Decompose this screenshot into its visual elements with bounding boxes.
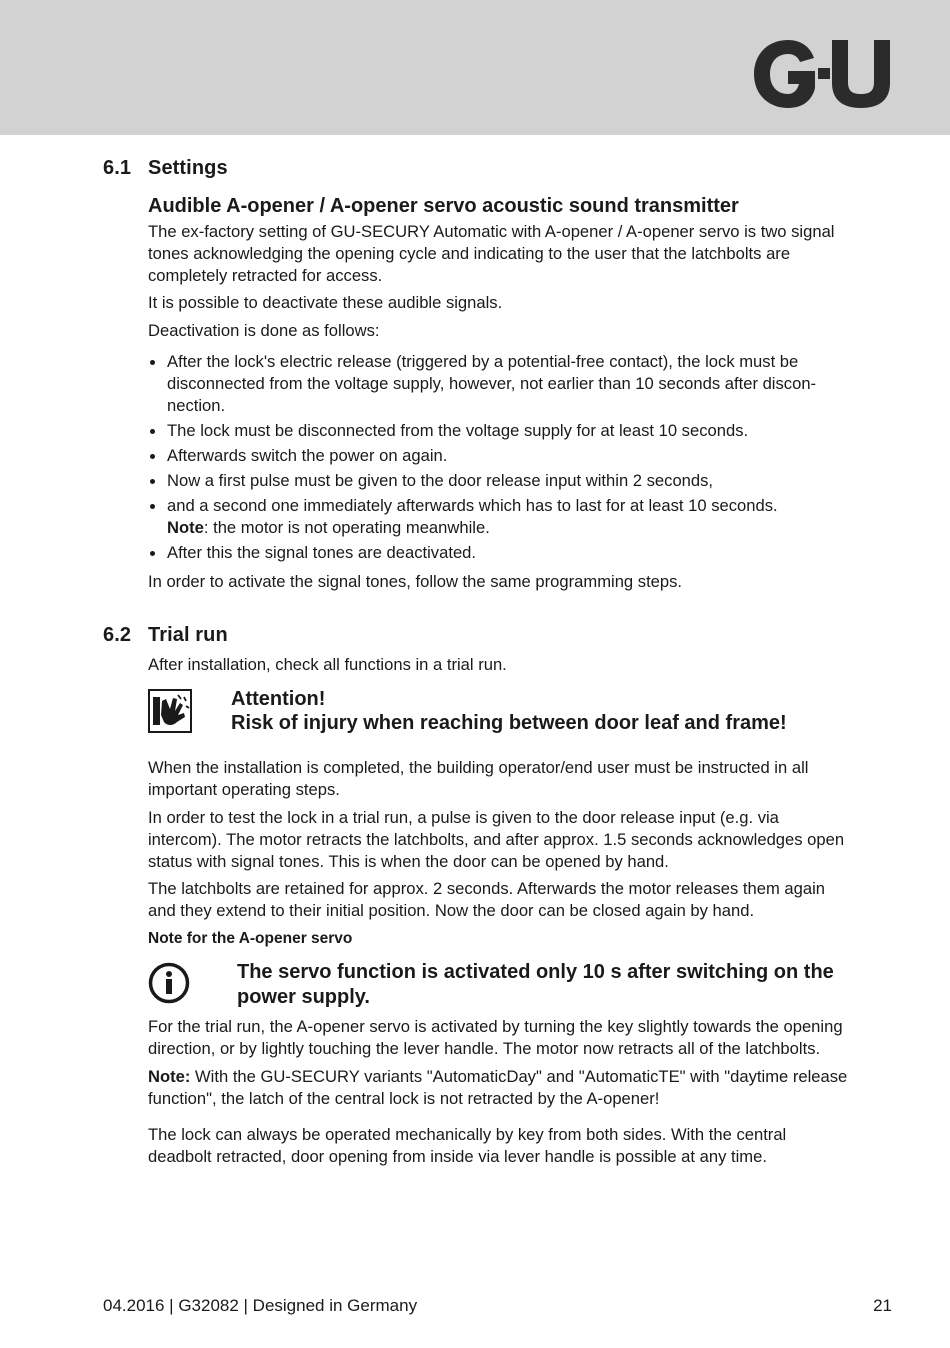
- activate-paragraph: In order to activate the signal tones, follow the same programming steps.: [148, 572, 683, 591]
- list-item: [148, 542, 888, 564]
- text-line: When the installation is completed, the building operator/end user must be instructed in all: [148, 758, 809, 777]
- text-line: nection.: [167, 396, 226, 415]
- text-line: Afterwards switch the power on again.: [167, 446, 448, 465]
- text-line: deadbolt retracted, door opening from inside via lever handle is possible at any time.: [148, 1147, 767, 1166]
- section-title: Trial run: [148, 624, 228, 646]
- section-number: 6.2: [103, 624, 132, 646]
- list-item: [148, 470, 888, 492]
- text-line: The lock must be disconnected from the voltage supply for at least 10 seconds.: [167, 421, 749, 440]
- deactivation-steps-list: [148, 351, 888, 567]
- mechanical-paragraph: [148, 1124, 893, 1168]
- text-line: [148, 1066, 893, 1088]
- section-title: Settings: [148, 157, 228, 179]
- text-line: The lock can always be operated mechanically by key from both sides. With the central: [148, 1125, 787, 1144]
- text-line: The latchbolts are retained for approx. 2 seconds. Afterwards the motor releases them again: [148, 879, 826, 898]
- text-line: tones acknowledging the opening cycle and indicating to the user that the latchbolts are: [148, 244, 791, 263]
- text-line: After the lock's electric release (triggered by a potential-free contact), the lock must be: [167, 352, 799, 371]
- possible-paragraph: It is possible to deactivate these audible signals.: [148, 293, 503, 312]
- info-icon: [148, 962, 190, 1004]
- list-item: [148, 495, 888, 539]
- servo-info-text: [237, 960, 887, 1010]
- text-line: For the trial run, the A-opener servo is activated by turning the key slightly towards the opening: [148, 1017, 843, 1036]
- text-line: and a second one immediately afterwards which has to last for at least 10 seconds.: [167, 496, 778, 515]
- servo-note-heading: Note for the A-opener servo: [148, 930, 353, 947]
- hand-crush-hazard-icon: [148, 689, 192, 733]
- text-line: direction, or by lightly touching the lever handle. The motor now retracts all of the latchbolts.: [148, 1039, 821, 1058]
- deactivation-paragraph: Deactivation is done as follows:: [148, 321, 380, 340]
- text-line: Now a first pulse must be given to the door release input within 2 seconds,: [167, 471, 714, 490]
- list-item: [148, 445, 888, 467]
- subheading-audible: Audible A-opener / A-opener servo acoustic sound transmitter: [148, 195, 739, 217]
- list-item: [148, 420, 888, 442]
- note-line: [167, 517, 888, 539]
- list-item: [148, 351, 888, 417]
- intro-paragraph: [148, 221, 893, 287]
- risk-warning: Risk of injury when reaching between door leaf and frame!: [231, 712, 787, 734]
- text-line: The servo function is activated only 10 s after switching on the: [237, 961, 834, 983]
- latchbolt-paragraph: [148, 878, 893, 922]
- text-line: intercom). The motor retracts the latchbolts, and after approx. 1.5 seconds acknowledges open: [148, 830, 845, 849]
- page-number: 21: [873, 1296, 892, 1315]
- note-text: With the GU-SECURY variants "AutomaticDay" and "AutomaticTE" with "daytime release: [190, 1067, 848, 1086]
- footer-document-info: 04.2016 | G32082 | Designed in Germany: [103, 1296, 418, 1315]
- text-line: power supply.: [237, 986, 370, 1008]
- instruction-paragraph: [148, 757, 893, 801]
- text-line: The ex-factory setting of GU-SECURY Automatic with A-opener / A-opener servo is two signal: [148, 222, 835, 241]
- text-line: After this the signal tones are deactivated.: [167, 543, 477, 562]
- section-heading-6-2: [103, 624, 228, 647]
- text-line: function", the latch of the central lock is not retracted by the A-opener!: [148, 1089, 660, 1108]
- servo-paragraph: [148, 1016, 893, 1060]
- text-line: and they extend to their initial position. Now the door can be closed again by hand.: [148, 901, 755, 920]
- text-line: important operating steps.: [148, 780, 340, 799]
- note-label: Note:: [148, 1067, 191, 1086]
- gu-logo: [752, 38, 894, 110]
- note-label: Note: [167, 518, 204, 537]
- note-text: : the motor is not operating meanwhile.: [203, 518, 490, 537]
- text-line: completely retracted for access.: [148, 266, 383, 285]
- variants-note-paragraph: [148, 1066, 893, 1110]
- trial-run-intro: After installation, check all functions in a trial run.: [148, 655, 507, 674]
- text-line: In order to test the lock in a trial run, a pulse is given to the door release input (e.g. via: [148, 808, 779, 827]
- test-paragraph: [148, 807, 893, 873]
- section-number: 6.1: [103, 157, 132, 179]
- section-heading-6-1: [103, 157, 228, 180]
- text-line: disconnected from the voltage supply, however, not earlier than 10 seconds after discon-: [167, 374, 817, 393]
- text-line: status with signal tones. This is when the door can be opened by hand.: [148, 852, 669, 871]
- attention-heading: Attention!: [231, 688, 326, 710]
